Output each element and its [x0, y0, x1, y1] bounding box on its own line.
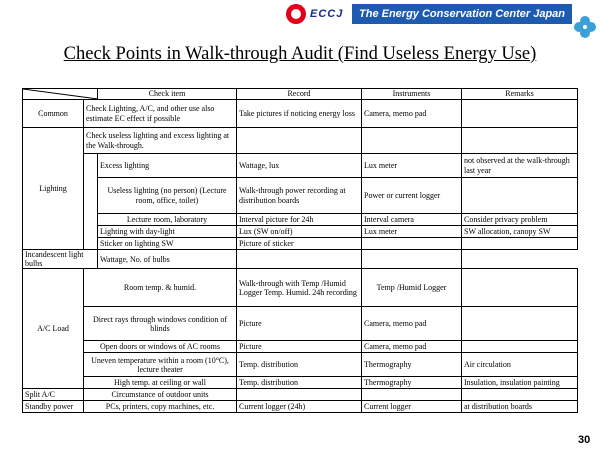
split-ac-record [237, 389, 362, 401]
standby-record: Current logger (24h) [237, 401, 362, 413]
ac-instruments: Camera, memo pad [362, 307, 462, 341]
lighting-instruments: Power or current logger [362, 178, 462, 214]
ac-remarks [462, 307, 578, 341]
ac-item: Room temp. & humid. [84, 269, 237, 307]
ac-instruments: Camera, memo pad [362, 341, 462, 353]
incandescent-remarks [362, 250, 462, 269]
common-record: Take pictures if noticing energy loss [237, 100, 362, 128]
ac-instruments: Thermography [362, 353, 462, 377]
split-ac-item: Circumstance of outdoor units [84, 389, 237, 401]
table-row [23, 307, 578, 341]
ac-record: Walk-through with Temp /Humid Logger Temp. Humid. 24h recording [237, 269, 362, 307]
common-item: Check Lighting, A/C, and other use also estimate EC effect if possible [84, 100, 237, 128]
lighting-record: Picture of sticker [237, 238, 362, 250]
header-diagonal-cell [23, 89, 98, 100]
page-title: Check Points in Walk-through Audit (Find Useless Energy Use) [63, 44, 537, 64]
category-common: Common [23, 100, 84, 128]
lighting-record: Walk-through power recording at distribution boards [237, 178, 362, 214]
brand-name: ECCJ [310, 8, 344, 20]
ac-record: Picture [237, 307, 362, 341]
table-row-split-ac [23, 389, 578, 401]
table-row [23, 341, 578, 353]
table-row [23, 377, 578, 389]
lighting-record: Lux (SW on/off) [237, 226, 362, 238]
lighting-instruments: Lux meter [362, 226, 462, 238]
table-row [23, 178, 578, 214]
header-record: Record [237, 89, 362, 100]
header-instruments: Instruments [362, 89, 462, 100]
lighting-item: Useless lighting (no person) (Lecture room, office, toilet) [98, 178, 237, 214]
standby-remarks: at distribution boards [462, 401, 578, 413]
table-row [23, 269, 578, 307]
ac-item: Uneven temperature within a room (10°C), lecture theater [84, 353, 237, 377]
ac-instruments: Thermography [362, 377, 462, 389]
table-row [23, 238, 578, 250]
category-lighting: Lighting [23, 128, 84, 250]
audit-table [22, 88, 578, 413]
lighting-record: Wattage, lux [237, 154, 362, 178]
lighting-remarks: not observed at the walk-through last year [462, 154, 578, 178]
lighting-remarks: SW allocation, canopy SW [462, 226, 578, 238]
eccj-logo-icon [286, 4, 306, 24]
table-row-lighting-intro [23, 128, 578, 154]
split-ac-instruments [362, 389, 462, 401]
ac-item: High temp. at ceiling or wall [84, 377, 237, 389]
ac-remarks [462, 341, 578, 353]
table-row [23, 226, 578, 238]
organization-banner: The Energy Conservation Center Japan [352, 4, 572, 24]
incandescent-instruments [237, 250, 362, 269]
table-row [23, 353, 578, 377]
lighting-item: Lighting with day-light [98, 226, 237, 238]
lighting-remarks [462, 178, 578, 214]
ac-instruments: Temp /Humid Logger [362, 269, 462, 307]
top-bar [0, 0, 600, 28]
incandescent-record: Wattage, No. of bulbs [98, 250, 237, 269]
lighting-remarks: Consider privacy problem [462, 214, 578, 226]
ac-item: Open doors or windows of AC rooms [84, 341, 237, 353]
lighting-item: Excess lighting [98, 154, 237, 178]
ac-record: Picture [237, 341, 362, 353]
page-number: 30 [578, 434, 591, 446]
table-row-incandescent [23, 250, 578, 269]
category-standby: Standby power [23, 401, 84, 413]
ac-record: Temp. distribution [237, 377, 362, 389]
lighting-instruments [362, 238, 462, 250]
category-ac-load: A/C Load [23, 269, 84, 389]
lighting-instruments: Lux meter [362, 154, 462, 178]
lighting-intro: Check useless lighting and excess lighting at the Walk-through. [84, 128, 237, 154]
standby-item: PCs, printers, copy machines, etc. [84, 401, 237, 413]
header-check-item: Check item [98, 89, 237, 100]
ac-remarks: Air circulation [462, 353, 578, 377]
common-remarks [462, 100, 578, 128]
clover-icon [572, 14, 598, 40]
lighting-remarks [462, 238, 578, 250]
table-row [23, 154, 578, 178]
table-header-row [23, 89, 578, 100]
ac-remarks [462, 269, 578, 307]
table-row-standby [23, 401, 578, 413]
ac-item: Direct rays through windows condition of blinds [84, 307, 237, 341]
category-split-ac: Split A/C [23, 389, 84, 401]
table-row [23, 214, 578, 226]
header-remarks: Remarks [462, 89, 578, 100]
incandescent-item: Incandescent light bulbs [23, 250, 98, 269]
common-instruments: Camera, memo pad [362, 100, 462, 128]
diagonal-line [23, 89, 98, 99]
lighting-record: Interval picture for 24h [237, 214, 362, 226]
split-ac-remarks [462, 389, 578, 401]
table-row-common [23, 100, 578, 128]
ac-remarks: Insulation, insulation painting [462, 377, 578, 389]
ac-record: Temp. distribution [237, 353, 362, 377]
lighting-item: Lecture room, laboratory [98, 214, 237, 226]
lighting-instruments: Interval camera [362, 214, 462, 226]
lighting-item: Sticker on lighting SW [98, 238, 237, 250]
standby-instruments: Current logger [362, 401, 462, 413]
